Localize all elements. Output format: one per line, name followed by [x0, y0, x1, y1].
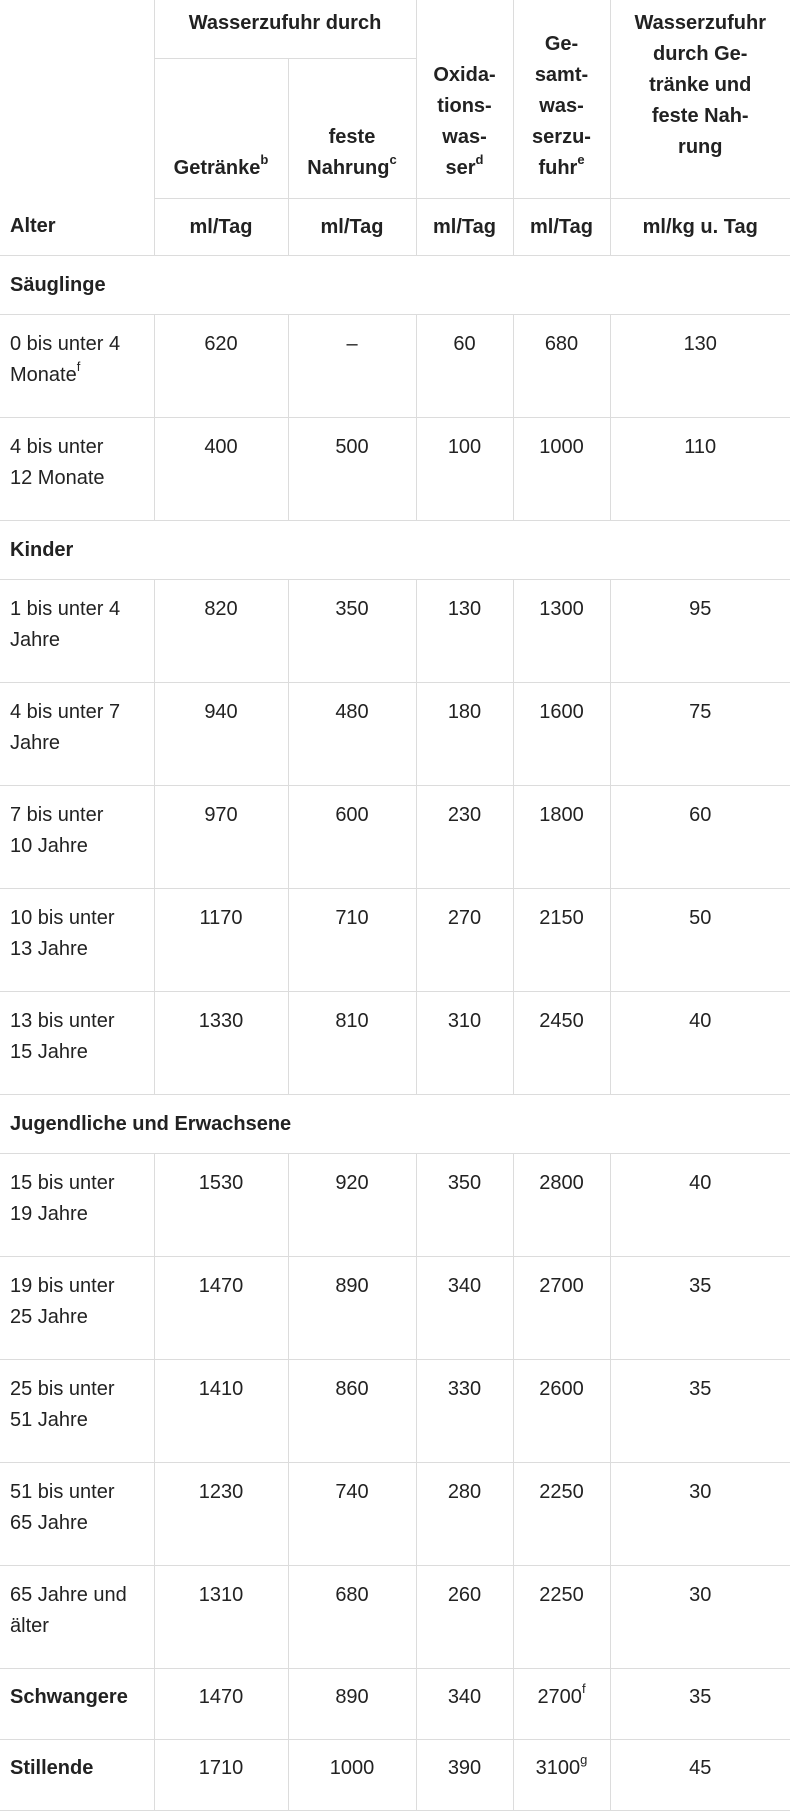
cell-gesamt: 3100$^g$: [513, 1740, 610, 1811]
section-row-jugendliche: [0, 1095, 790, 1154]
cell-feste-nahrung: 1000: [288, 1740, 416, 1811]
cell-gesamt: 2250: [513, 1566, 610, 1669]
section-row-saeuglinge: [0, 256, 790, 315]
cell-gesamt: 1600: [513, 683, 610, 786]
cell-feste-nahrung: 890: [288, 1669, 416, 1740]
cell-getraenke: 1470: [154, 1257, 288, 1360]
cell-per-kg: 75: [610, 683, 790, 786]
cell-oxidationswasser: 260: [416, 1566, 513, 1669]
cell-getraenke: 1330: [154, 992, 288, 1095]
cell-oxidationswasser: 180: [416, 683, 513, 786]
cell-getraenke: 1530: [154, 1154, 288, 1257]
section-row-kinder: [0, 521, 790, 580]
row-label: 15 bis unter 19 Jahre: [0, 1154, 154, 1257]
cell-feste-nahrung: 810: [288, 992, 416, 1095]
cell-per-kg: 35: [610, 1257, 790, 1360]
row-label: Stillende: [0, 1740, 154, 1811]
cell-per-kg: 45: [610, 1740, 790, 1811]
cell-feste-nahrung: –: [288, 315, 416, 418]
cell-oxidationswasser: 330: [416, 1360, 513, 1463]
row-label: 1 bis unter 4 Jahre: [0, 580, 154, 683]
table-body: [0, 256, 790, 1811]
cell-per-kg: 130: [610, 315, 790, 418]
unit-gesamtwasserzufuhr: ml/Tag: [513, 199, 610, 256]
row-label: 65 Jahre und älter: [0, 1566, 154, 1669]
table-row: [0, 315, 790, 418]
cell-oxidationswasser: 310: [416, 992, 513, 1095]
unit-getraenke: ml/Tag: [154, 199, 288, 256]
table-row: [0, 1257, 790, 1360]
header-corner: [0, 0, 154, 59]
cell-feste-nahrung: 740: [288, 1463, 416, 1566]
cell-getraenke: 1310: [154, 1566, 288, 1669]
header-getraenke: Getränke$^b$: [154, 59, 288, 199]
cell-oxidationswasser: 100: [416, 418, 513, 521]
cell-gesamt: 2250: [513, 1463, 610, 1566]
cell-per-kg: 30: [610, 1463, 790, 1566]
cell-per-kg: 110: [610, 418, 790, 521]
cell-per-kg: 30: [610, 1566, 790, 1669]
cell-oxidationswasser: 60: [416, 315, 513, 418]
cell-per-kg: 40: [610, 992, 790, 1095]
header-alter: Alter: [0, 199, 154, 256]
cell-feste-nahrung: 920: [288, 1154, 416, 1257]
cell-per-kg: 95: [610, 580, 790, 683]
header-wasserzufuhr-per-kg: Wasserzufuhr durch Ge- tränke und feste Nah- rung: [610, 0, 790, 199]
cell-oxidationswasser: 340: [416, 1257, 513, 1360]
cell-getraenke: 1470: [154, 1669, 288, 1740]
cell-gesamt: 2150: [513, 889, 610, 992]
header-feste-nahrung: feste Nahrung$^c$: [288, 59, 416, 199]
cell-oxidationswasser: 280: [416, 1463, 513, 1566]
cell-feste-nahrung: 350: [288, 580, 416, 683]
table-row: [0, 889, 790, 992]
cell-getraenke: 1230: [154, 1463, 288, 1566]
cell-gesamt: 2700$^f$: [513, 1669, 610, 1740]
cell-gesamt: 680: [513, 315, 610, 418]
row-label: 4 bis unter 12 Monate: [0, 418, 154, 521]
cell-getraenke: 620: [154, 315, 288, 418]
cell-per-kg: 40: [610, 1154, 790, 1257]
cell-getraenke: 1410: [154, 1360, 288, 1463]
header-gesamtwasserzufuhr: Ge- samt- was- serzu- fuhr$^e$: [513, 0, 610, 199]
unit-feste-nahrung: ml/Tag: [288, 199, 416, 256]
cell-gesamt: 2600: [513, 1360, 610, 1463]
table-row: [0, 1154, 790, 1257]
table-row: [0, 1360, 790, 1463]
cell-getraenke: 970: [154, 786, 288, 889]
cell-gesamt: 2700: [513, 1257, 610, 1360]
header-oxidationswasser: Oxida- tions- was- ser$^d$: [416, 0, 513, 199]
cell-getraenke: 400: [154, 418, 288, 521]
cell-feste-nahrung: 680: [288, 1566, 416, 1669]
cell-getraenke: 940: [154, 683, 288, 786]
cell-oxidationswasser: 130: [416, 580, 513, 683]
table-row: [0, 992, 790, 1095]
cell-getraenke: 820: [154, 580, 288, 683]
cell-feste-nahrung: 480: [288, 683, 416, 786]
cell-gesamt: 1300: [513, 580, 610, 683]
table-row-schwangere: [0, 1669, 790, 1740]
cell-feste-nahrung: 500: [288, 418, 416, 521]
table-row: [0, 786, 790, 889]
cell-gesamt: 1000: [513, 418, 610, 521]
table-row: [0, 1463, 790, 1566]
section-title: Kinder: [0, 521, 790, 580]
row-label: 0 bis unter 4 Monate$^f$: [0, 315, 154, 418]
cell-feste-nahrung: 860: [288, 1360, 416, 1463]
table-row: [0, 580, 790, 683]
cell-getraenke: 1710: [154, 1740, 288, 1811]
cell-per-kg: 35: [610, 1360, 790, 1463]
cell-feste-nahrung: 890: [288, 1257, 416, 1360]
unit-per-kg: ml/kg u. Tag: [610, 199, 790, 256]
row-label: Schwangere: [0, 1669, 154, 1740]
table-row-stillende: [0, 1740, 790, 1811]
section-title: Säuglinge: [0, 256, 790, 315]
row-label: 10 bis unter 13 Jahre: [0, 889, 154, 992]
cell-oxidationswasser: 340: [416, 1669, 513, 1740]
table-row: [0, 418, 790, 521]
row-label: 7 bis unter 10 Jahre: [0, 786, 154, 889]
table-row: [0, 683, 790, 786]
cell-per-kg: 35: [610, 1669, 790, 1740]
header-group-wasserzufuhr: Wasserzufuhr durch: [154, 0, 416, 59]
cell-oxidationswasser: 390: [416, 1740, 513, 1811]
cell-per-kg: 60: [610, 786, 790, 889]
row-label: 19 bis unter 25 Jahre: [0, 1257, 154, 1360]
cell-oxidationswasser: 230: [416, 786, 513, 889]
cell-gesamt: 2800: [513, 1154, 610, 1257]
row-label: 51 bis unter 65 Jahre: [0, 1463, 154, 1566]
cell-getraenke: 1170: [154, 889, 288, 992]
cell-feste-nahrung: 600: [288, 786, 416, 889]
cell-oxidationswasser: 350: [416, 1154, 513, 1257]
row-label: 25 bis unter 51 Jahre: [0, 1360, 154, 1463]
cell-feste-nahrung: 710: [288, 889, 416, 992]
table-row: [0, 1566, 790, 1669]
row-label: 4 bis unter 7 Jahre: [0, 683, 154, 786]
cell-gesamt: 1800: [513, 786, 610, 889]
cell-per-kg: 50: [610, 889, 790, 992]
header-corner-2: [0, 59, 154, 199]
section-title: Jugendliche und Erwachsene: [0, 1095, 790, 1154]
unit-oxidationswasser: ml/Tag: [416, 199, 513, 256]
cell-oxidationswasser: 270: [416, 889, 513, 992]
row-label: 13 bis unter 15 Jahre: [0, 992, 154, 1095]
cell-gesamt: 2450: [513, 992, 610, 1095]
